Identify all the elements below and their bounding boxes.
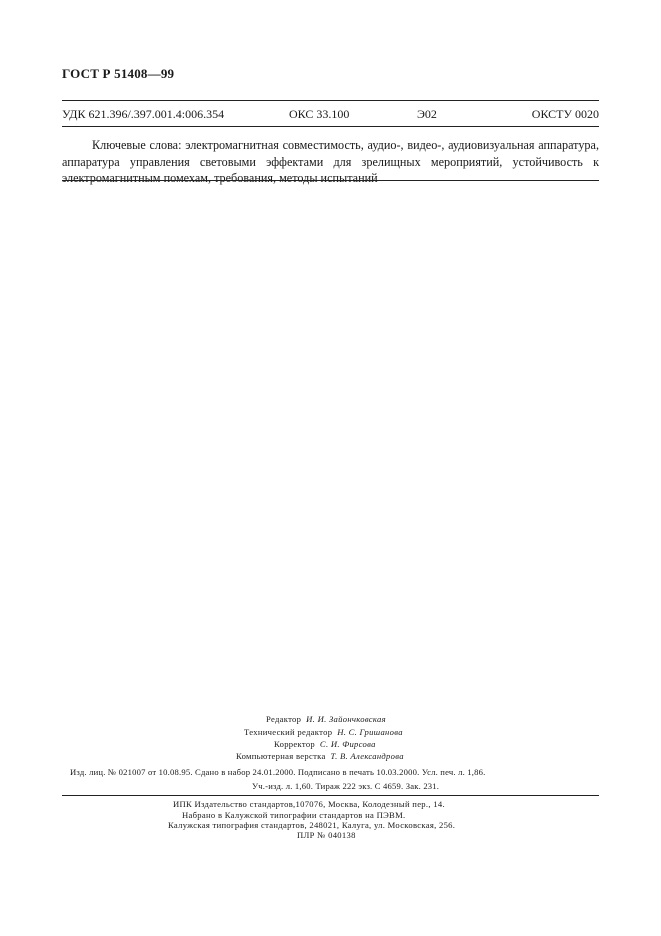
classifier-row xyxy=(62,107,599,123)
credit-layout: Компьютерная верстка Т. В. Александрова xyxy=(236,751,404,761)
publication-rule xyxy=(62,795,599,796)
printer-line-1: ИПК Издательство стандартов,107076, Москва, Колодезный пер., 14. xyxy=(173,799,445,809)
udk-code: УДК 621.396/.397.001.4:006.354 xyxy=(62,107,225,121)
printer-line-2: Набрано в Калужской типографии стандартов на ПЭВМ. xyxy=(182,810,406,820)
page-title: ГОСТ Р 51408—99 xyxy=(62,66,175,81)
e-code: Э02 xyxy=(417,107,437,121)
publication-line-2: Уч.-изд. л. 1,60. Тираж 222 экз. С 4659. Зак. 231. xyxy=(252,781,440,791)
credit-tech-editor: Технический редактор Н. С. Гришанова xyxy=(244,727,403,737)
top-rule xyxy=(62,100,599,101)
credit-corrector: Корректор С. И. Фирсова xyxy=(274,739,376,749)
credit-editor: Редактор И. И. Зайончковская xyxy=(266,714,386,724)
classifier-rule xyxy=(62,126,599,127)
keywords-rule xyxy=(62,180,599,181)
oks-code: ОКС 33.100 xyxy=(289,107,350,121)
printer-line-3: Калужская типография стандартов, 248021, Калуга, ул. Московская, 256. xyxy=(168,820,456,830)
publication-line-1: Изд. лиц. № 021007 от 10.08.95. Сдано в набор 24.01.2000. Подписано в печать 10.03.2000. Усл. печ. л. 1,86. xyxy=(70,767,486,777)
okstu-code: ОКСТУ 0020 xyxy=(531,107,599,121)
keywords-paragraph: Ключевые слова: электромагнитная совместимость, аудио-, видео-, аудиовизуальная аппаратура, аппаратура управления световыми эффектами для зрелищных мероприятий, устойчивость к электромагнитным помехам, требования, методы испытаний xyxy=(62,138,599,185)
printer-line-4: ПЛР № 040138 xyxy=(297,830,356,840)
